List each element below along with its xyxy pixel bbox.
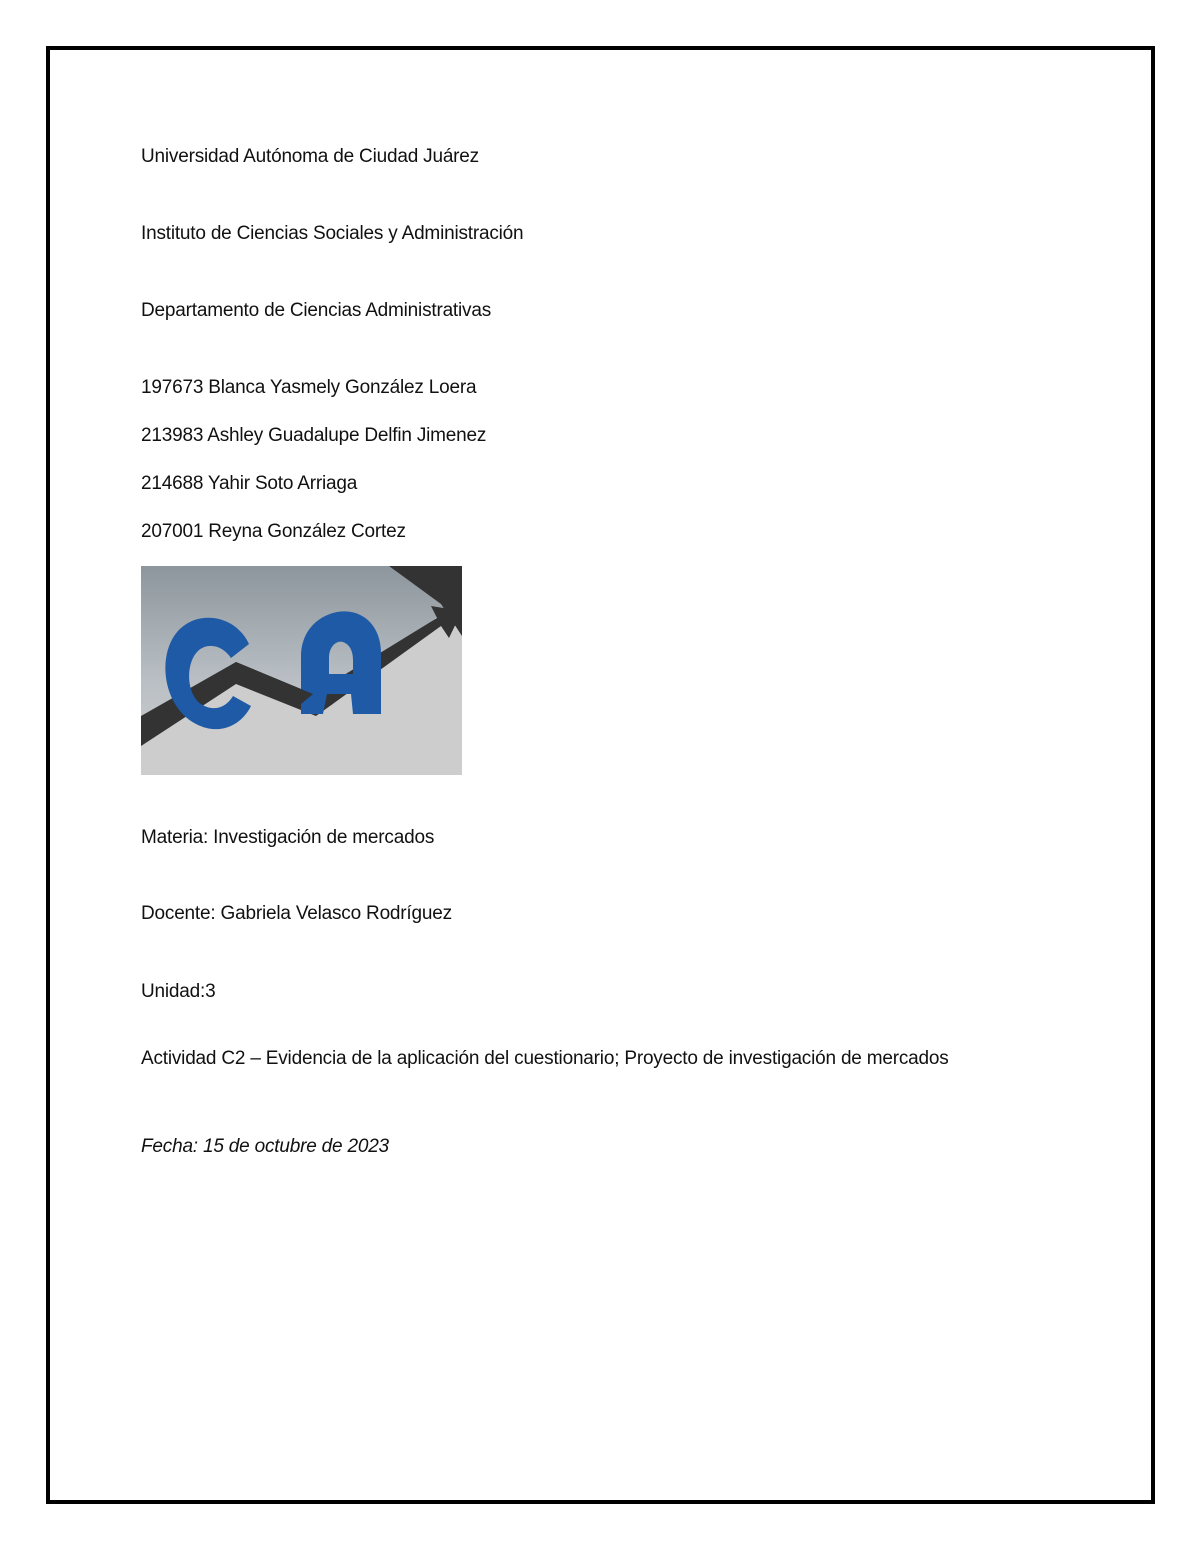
subject-line: Materia: Investigación de mercados [141, 827, 435, 848]
ca-logo-graphic [141, 566, 462, 775]
university-name: Universidad Autónoma de Ciudad Juárez [141, 146, 479, 167]
student-line: 214688 Yahir Soto Arriaga [141, 473, 358, 494]
institute-name: Instituto de Ciencias Sociales y Administración [141, 223, 524, 244]
department-logo [141, 566, 462, 775]
student-line: 207001 Reyna González Cortez [141, 521, 406, 542]
teacher-line: Docente: Gabriela Velasco Rodríguez [141, 903, 452, 924]
unit-line: Unidad:3 [141, 981, 216, 1002]
activity-line: Actividad C2 – Evidencia de la aplicación del cuestionario; Proyecto de investigación de mercados [141, 1048, 949, 1069]
department-name: Departamento de Ciencias Administrativas [141, 300, 492, 321]
student-line: 213983 Ashley Guadalupe Delfin Jimenez [141, 425, 487, 446]
date-line: Fecha: 15 de octubre de 2023 [141, 1136, 389, 1157]
page-border [46, 46, 1155, 1504]
student-line: 197673 Blanca Yasmely González Loera [141, 377, 477, 398]
